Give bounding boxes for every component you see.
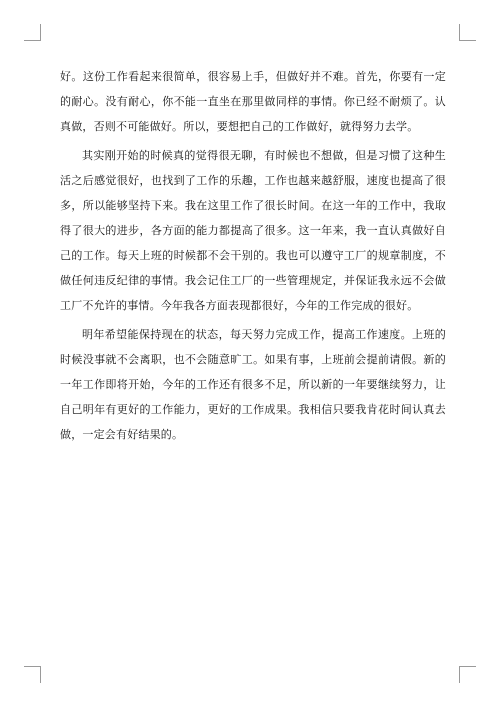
crop-mark-top-right xyxy=(459,24,476,41)
crop-mark-top-left xyxy=(24,24,41,41)
document-body xyxy=(60,64,446,451)
paragraph-3: 明年希望能保持现在的状态，每天努力完成工作，提高工作速度。上班的时候没事就不会离职，也不会随意旷工。如果有事，上班前会提前请假。新的一年工作即将开始，今年的工作还有很多不足，所以新的一年要继续努力，让自己明年有更好的工作能力，更好的工作成果。我相信只要我肯花时间认真去做，一定会有好结果的。 xyxy=(60,328,446,441)
paragraph-2: 其实刚开始的时候真的觉得很无聊，有时候也不想做，但是习惯了这种生活之后感觉很好，也找到了工作的乐趣，工作也越来越舒服，速度也提高了很多，所以能够坚持下来。我在这里工作了很长时间。在这一年的工作中，我取得了很大的进步，各方面的能力都提高了很多。这一年来，我一直认真做好自己的工作。每天上班的时候都不会干别的。我也可以遵守工厂的规章制度，不做任何违反纪律的事情。我会记住工厂的一些管理规定，并保证我永远不会做工厂不允许的事情。今年我各方面表现都很好，今年的工作完成的很好。 xyxy=(60,149,446,312)
crop-mark-bottom-right xyxy=(459,666,476,683)
crop-mark-bottom-left xyxy=(24,666,41,683)
paragraph-1: 好。这份工作看起来很简单，很容易上手，但做好并不难。首先，你要有一定的耐心。没有耐心，你不能一直坐在那里做同样的事情。你已经不耐烦了。认真做，否则不可能做好。所以，要想把自己的工作做好，就得努力去学。 xyxy=(60,70,446,133)
